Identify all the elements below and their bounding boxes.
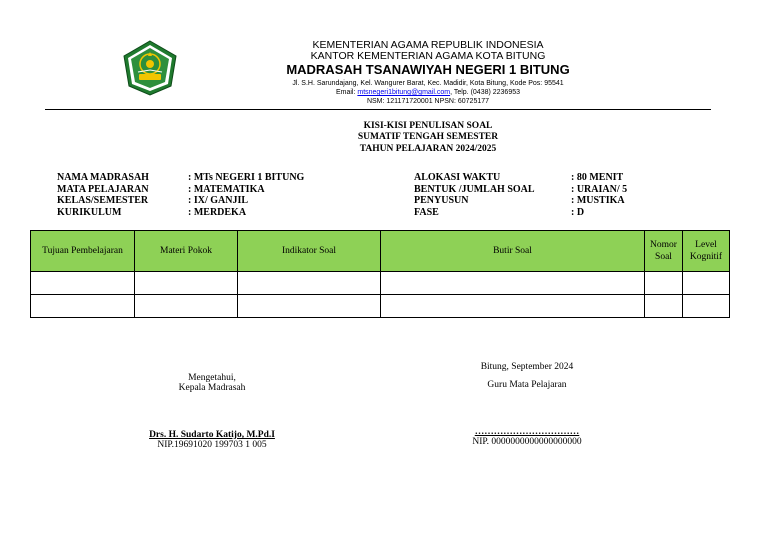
- teacher-name: ……………………………: [474, 427, 580, 437]
- info-value: : 80 MENIT: [571, 172, 624, 183]
- header-level: Level Kognitif: [683, 231, 730, 272]
- contact-line: [200, 89, 656, 96]
- kisi-kisi-table: [30, 230, 730, 318]
- table-cell[interactable]: [683, 295, 730, 318]
- phone-text: , Telp. (0438) 2236953: [450, 89, 521, 96]
- info-row: [414, 195, 627, 207]
- info-value: : MERDEKA: [188, 206, 247, 218]
- table-row: [31, 295, 730, 318]
- principal-name: Drs. H. Sudarto Katijo, M.Pd.I: [149, 430, 275, 440]
- document-subtitle: SUMATIF TENGAH SEMESTER: [357, 132, 499, 142]
- table-cell[interactable]: [683, 272, 730, 295]
- info-row: [414, 184, 627, 196]
- school-ids: NSM: 121171720001 NPSN: 60725177: [366, 98, 490, 105]
- info-row: [57, 207, 304, 219]
- info-value: : MATEMATIKA: [188, 183, 265, 195]
- document-title: KISI-KISI PENULISAN SOAL: [363, 121, 493, 131]
- table-cell[interactable]: [381, 295, 645, 318]
- info-label: KURIKULUM: [57, 206, 122, 218]
- info-value: : IX/ GANJIL: [188, 195, 249, 207]
- email-label: Email:: [335, 89, 356, 96]
- teacher-role: Guru Mata Pelajaran: [487, 380, 567, 390]
- teacher-signature: [447, 362, 607, 447]
- info-value: : MTs NEGERI 1 BITUNG: [188, 172, 305, 183]
- place-date: Bitung, September 2024: [480, 362, 574, 372]
- header-nomor: Nomor Soal: [645, 231, 683, 272]
- info-row: [414, 172, 627, 184]
- ministry-logo-icon: [120, 40, 180, 96]
- table-cell[interactable]: [645, 272, 683, 295]
- header-materi: Materi Pokok: [135, 231, 238, 272]
- header-butir: Butir Soal: [381, 231, 645, 272]
- header-tujuan: Tujuan Pembelajaran: [31, 231, 135, 272]
- header-indikator: Indikator Soal: [238, 231, 381, 272]
- principal-role: Kepala Madrasah: [178, 383, 246, 393]
- ministry-name: KEMENTERIAN AGAMA REPUBLIK INDONESIA: [312, 39, 544, 51]
- school-name: MADRASAH TSANAWIYAH NEGERI 1 BITUNG: [286, 62, 570, 77]
- info-row: [57, 184, 304, 196]
- info-label: BENTUK /JUMLAH SOAL: [414, 183, 535, 195]
- table-row: [31, 272, 730, 295]
- info-left: [57, 172, 304, 218]
- info-row: [414, 207, 627, 219]
- info-row: [57, 195, 304, 207]
- principal-nip: NIP.19691020 199703 1 005: [157, 440, 267, 450]
- table-header-row: [31, 231, 730, 272]
- info-label: MATA PELAJARAN: [57, 183, 149, 195]
- principal-signature: [132, 373, 292, 450]
- info-value: : D: [571, 206, 585, 218]
- academic-year: TAHUN PELAJARAN 2024/2025: [359, 144, 497, 154]
- email-link[interactable]: mtsnegeri1bitung@gmail.com: [357, 89, 451, 96]
- table-cell[interactable]: [31, 295, 135, 318]
- table-cell[interactable]: [238, 272, 381, 295]
- school-address: Jl. S.H. Sarundajang, Kel. Wangurer Barat, Kec. Madidir, Kota Bitung, Kode Pos: 95541: [292, 80, 564, 87]
- approval-label: Mengetahui,: [188, 373, 236, 383]
- info-label: FASE: [414, 206, 439, 218]
- table-cell[interactable]: [238, 295, 381, 318]
- info-label: PENYUSUN: [414, 195, 469, 207]
- table-cell[interactable]: [135, 272, 238, 295]
- info-value: : URAIAN/ 5: [571, 183, 628, 195]
- info-label: ALOKASI WAKTU: [414, 172, 501, 183]
- info-label: NAMA MADRASAH: [57, 172, 149, 183]
- table-cell[interactable]: [135, 295, 238, 318]
- table-cell[interactable]: [645, 295, 683, 318]
- table-cell[interactable]: [31, 272, 135, 295]
- info-row: [57, 172, 304, 184]
- office-name: KANTOR KEMENTERIAN AGAMA KOTA BITUNG: [310, 50, 546, 62]
- teacher-nip: NIP. 0000000000000000000: [472, 437, 582, 447]
- info-right: [414, 172, 627, 218]
- info-value: : MUSTIKA: [571, 195, 625, 207]
- letterhead-divider: [45, 109, 711, 110]
- info-label: KELAS/SEMESTER: [57, 195, 149, 207]
- table-cell[interactable]: [381, 272, 645, 295]
